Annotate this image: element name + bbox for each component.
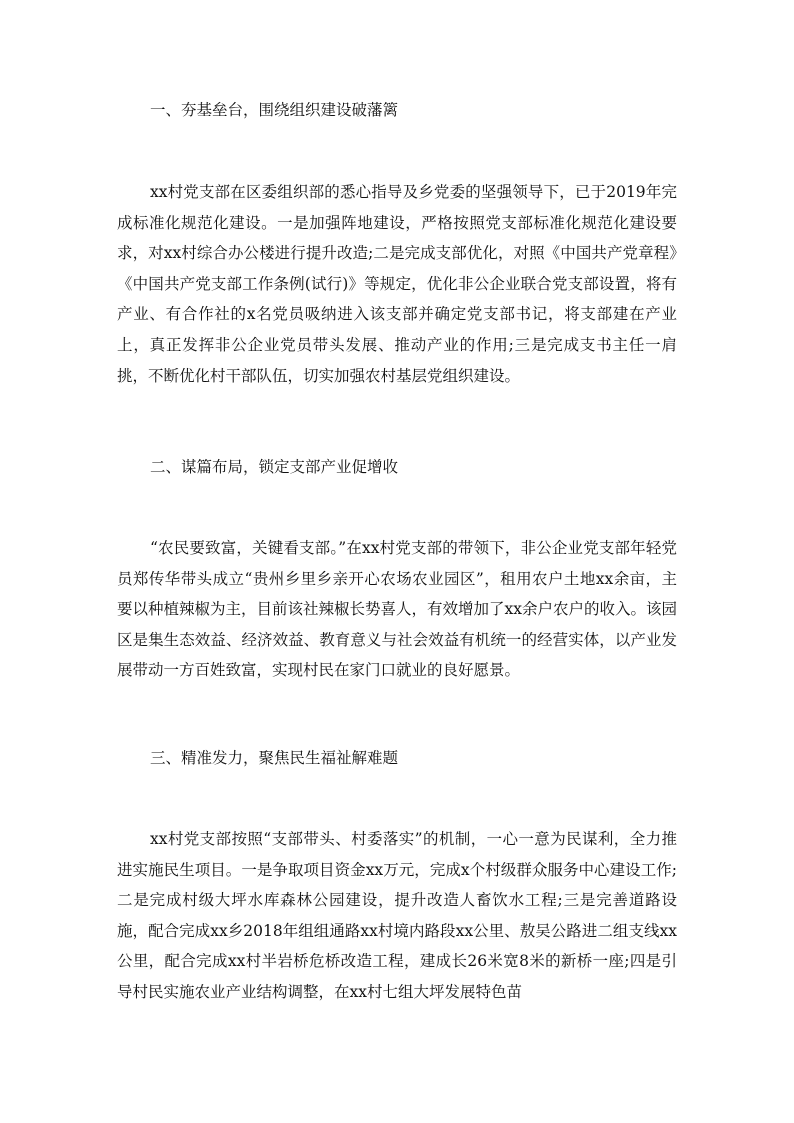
section-paragraph-3: xx村党支部按照“支部带头、村委落实”的机制，一心一意为民谋利，全力推进实施民生项目。一是争取项目资金xx万元，完成x个村级群众服务中心建设工作;二是完成村级大坪水库森林公园建设，提升改造人畜饮水工程;三是完善道路设施，配合完成xx乡2018年组组通路xx村境内路段xx公里、敖吴公路进二组支线xx公里，配合完成xx村半岩桥危桥改造工程，建成长26米宽8米的新桥一座;四是引导村民实施农业产业结构调整，在xx村七组大坪发展特色苗 (117, 830, 677, 1001)
section-heading-1: 一、夯基垒台，围绕组织建设破藩篱 (150, 101, 399, 119)
section-paragraph-1: xx村党支部在区委组织部的悉心指导及乡党委的坚强领导下，已于2019年完成标准化规范化建设。一是加强阵地建设，严格按照党支部标准化规范化建设要求，对xx村综合办公楼进行提升改造;二是完成支部优化，对照《中国共产党章程》《中国共产党支部工作条例(试行)》等规定，优化非公企业联合党支部设置，将有产业、有合作社的x名党员吸纳进入该支部并确定党支部书记，将支部建在产业上，真正发挥非公企业党员带头发展、推动产业的作用;三是完成支书主任一肩挑，不断优化村干部队伍，切实加强农村基层党组织建设。 (117, 183, 677, 385)
section-heading-2: 二、谋篇布局，锁定支部产业促增收 (150, 458, 399, 476)
section-heading-3: 三、精准发力，聚焦民生福祉解难题 (150, 749, 399, 767)
section-paragraph-2: “农民要致富，关键看支部。”在xx村党支部的带领下，非公企业党支部年轻党员郑传华带头成立“贵州乡里乡亲开心农场农业园区”，租用农户土地xx余亩，主要以种植辣椒为主，目前该社辣椒长势喜人，有效增加了xx余户农户的收入。该园区是集生态效益、经济效益、教育意义与社会效益有机统一的经营实体，以产业发展带动一方百姓致富，实现村民在家门口就业的良好愿景。 (117, 539, 677, 680)
